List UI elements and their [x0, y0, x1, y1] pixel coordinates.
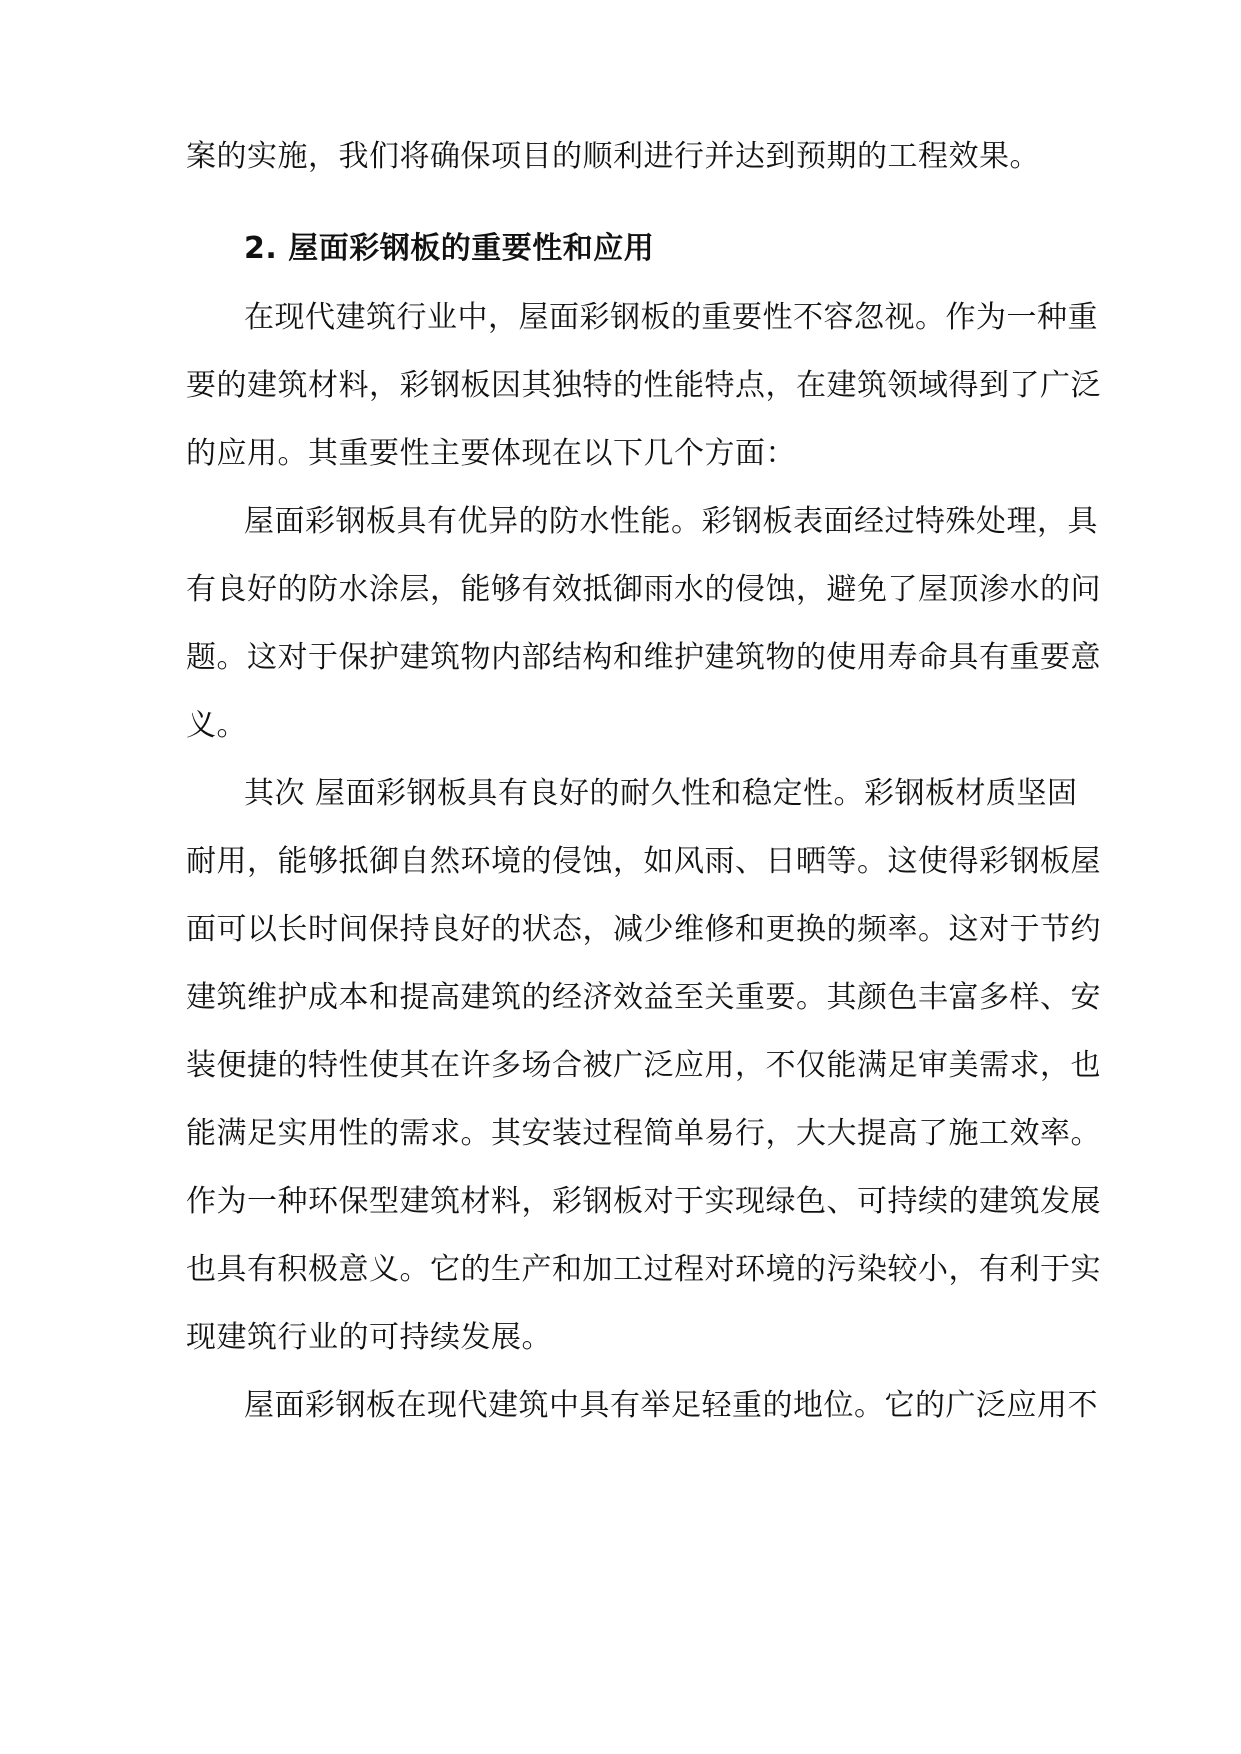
text-line: 案的实施，我们将确保项目的顺利进行并达到预期的工程效果。: [186, 139, 1040, 174]
text-line: 义。: [186, 708, 247, 743]
text-line: 能满足实用性的需求。其安装过程简单易行，大大提高了施工效率。: [186, 1116, 1101, 1151]
text-line: 建筑维护成本和提高建筑的经济效益至关重要。其颜色丰富多样、安: [186, 980, 1101, 1015]
text-line: 作为一种环保型建筑材料，彩钢板对于实现绿色、可持续的建筑发展: [186, 1184, 1101, 1219]
text-line: 要的建筑材料，彩钢板因其独特的性能特点，在建筑领域得到了广泛: [186, 368, 1101, 403]
text-line: 现建筑行业的可持续发展。: [186, 1320, 552, 1355]
text-line: 耐用，能够抵御自然环境的侵蚀，如风雨、日晒等。这使得彩钢板屋: [186, 844, 1101, 879]
text-line: 有良好的防水涂层，能够有效抵御雨水的侵蚀，避免了屋顶渗水的问: [186, 572, 1101, 607]
paragraph-first-line: 在现代建筑行业中，屋面彩钢板的重要性不容忽视。作为一种重: [244, 300, 1098, 335]
text-line: 装便捷的特性使其在许多场合被广泛应用，不仅能满足审美需求，也: [186, 1048, 1101, 1083]
text-line: 面可以长时间保持良好的状态，减少维修和更换的频率。这对于节约: [186, 912, 1101, 947]
paragraph-first-line: 屋面彩钢板在现代建筑中具有举足轻重的地位。它的广泛应用不: [244, 1388, 1098, 1423]
text-line: 题。这对于保护建筑物内部结构和维护建筑物的使用寿命具有重要意: [186, 640, 1101, 675]
text-line: 的应用。其重要性主要体现在以下几个方面：: [186, 436, 796, 471]
text-line: 也具有积极意义。它的生产和加工过程对环境的污染较小，有利于实: [186, 1252, 1101, 1287]
paragraph-first-line: 其次 屋面彩钢板具有良好的耐久性和稳定性。彩钢板材质坚固: [244, 776, 1078, 811]
section-heading: 2. 屋面彩钢板的重要性和应用: [244, 231, 655, 266]
paragraph-first-line: 屋面彩钢板具有优异的防水性能。彩钢板表面经过特殊处理，具: [244, 504, 1098, 539]
